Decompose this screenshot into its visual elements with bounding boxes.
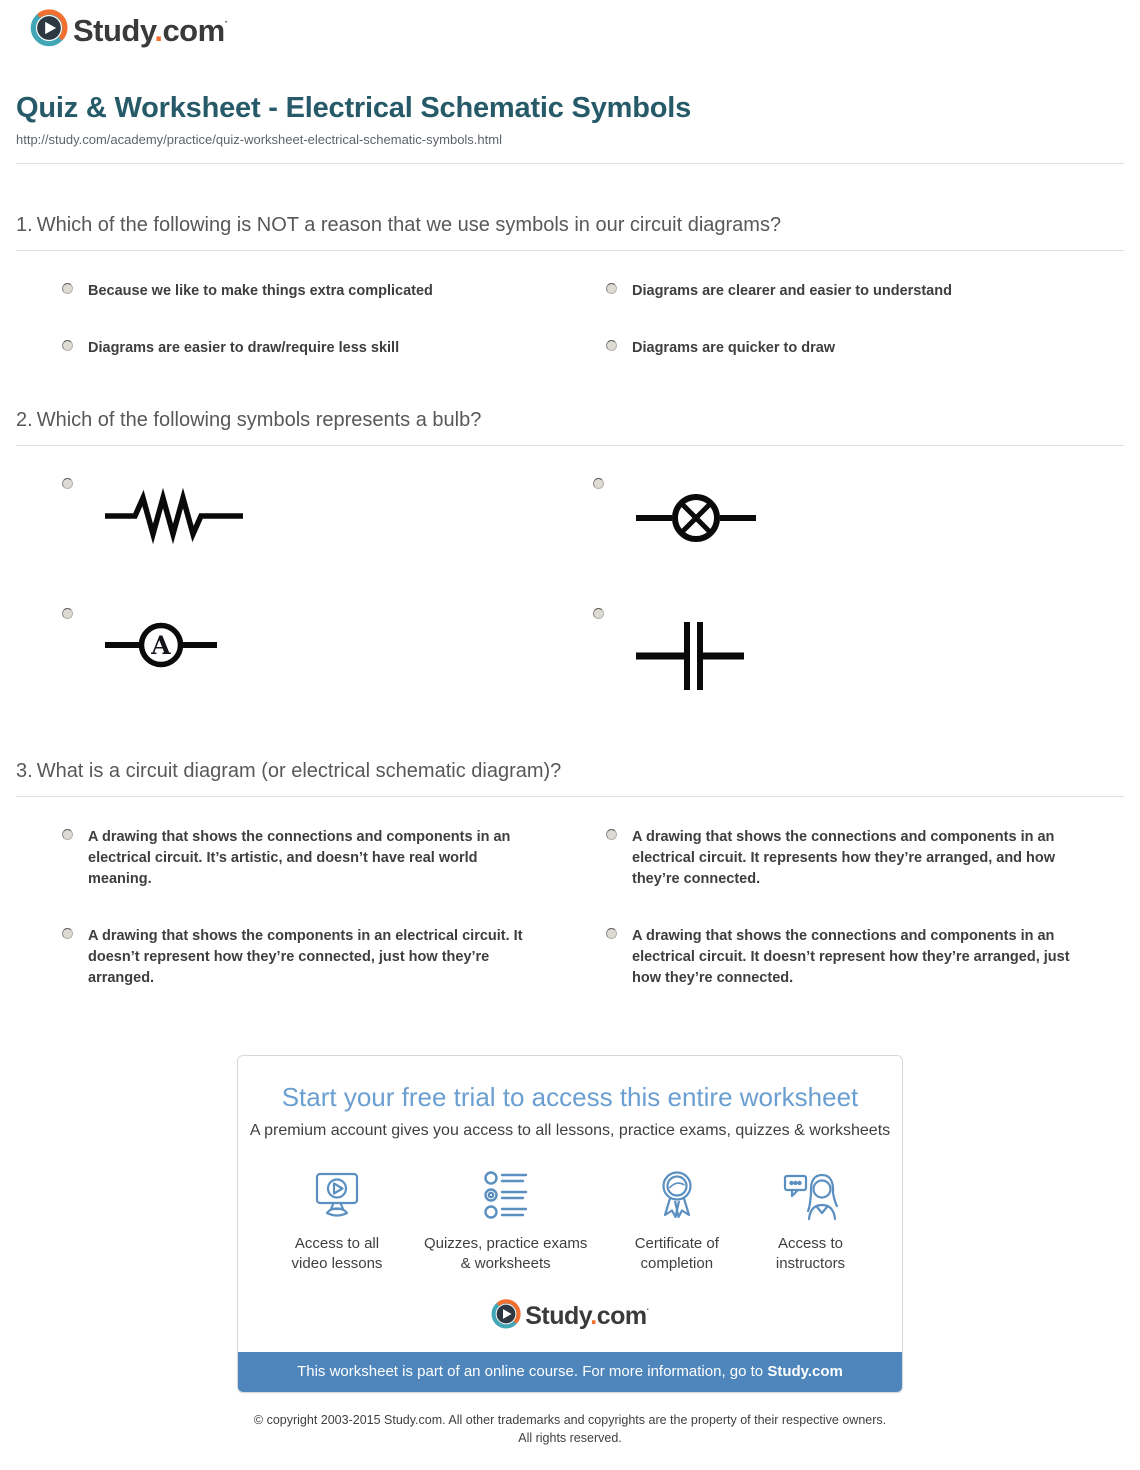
studycom-logo-text: Study.com· bbox=[525, 1301, 649, 1330]
feature-quizzes bbox=[421, 1166, 591, 1275]
copyright-footer bbox=[16, 1411, 1124, 1449]
feature-video-lessons bbox=[282, 1166, 392, 1275]
question-1-heading: 1. Which of the following is NOT a reason that we use symbols in our circuit diagrams? bbox=[16, 214, 782, 236]
trademark-mark: · bbox=[646, 1304, 649, 1314]
ammeter-symbol bbox=[103, 616, 219, 674]
bulb-symbol bbox=[634, 486, 758, 550]
answer-label: A drawing that shows the connections and components in an electrical circuit. It doesn’t represent how they’re arranged, just how they’re connected. bbox=[632, 928, 1070, 987]
radio-button[interactable] bbox=[62, 340, 73, 351]
q3-answer-option-1[interactable] bbox=[62, 827, 580, 890]
banner-studycom-link[interactable]: Study.com bbox=[767, 1362, 843, 1380]
q1-answer-option-2[interactable] bbox=[606, 281, 1124, 302]
studycom-play-icon bbox=[30, 9, 68, 52]
radio-button[interactable] bbox=[593, 478, 604, 489]
radio-button[interactable] bbox=[62, 478, 73, 489]
radio-button[interactable] bbox=[62, 829, 73, 840]
q1-answer-option-3[interactable] bbox=[62, 338, 580, 359]
certificate-ribbon-icon bbox=[649, 1166, 705, 1224]
feature-certificate bbox=[619, 1166, 734, 1275]
feature-instructors bbox=[763, 1166, 858, 1275]
question-3-heading: 3. What is a circuit diagram (or electrical schematic diagram)? bbox=[16, 760, 562, 783]
ammeter-letter: A bbox=[151, 631, 171, 661]
answer-label: A drawing that shows the connections and components in an electrical circuit. It represents how they’re arranged, and how they’re connected. bbox=[632, 829, 1056, 888]
free-trial-box bbox=[237, 1055, 903, 1393]
banner-text: This worksheet is part of an online course. For more information, go to bbox=[297, 1362, 768, 1380]
question-2 bbox=[16, 409, 1124, 710]
copyright-line-1: © copyright 2003-2015 Study.com. All other trademarks and copyrights are the property of their respective owners. bbox=[253, 1412, 887, 1427]
feature-label: Access to all video lessons bbox=[291, 1235, 383, 1273]
answer-label: Diagrams are easier to draw/require less skill bbox=[88, 340, 400, 357]
feature-label: Certificate of completion bbox=[634, 1235, 719, 1273]
q3-answer-option-4[interactable] bbox=[606, 926, 1124, 989]
video-monitor-icon bbox=[309, 1166, 365, 1224]
resistor-symbol bbox=[103, 486, 245, 546]
radio-button[interactable] bbox=[606, 283, 617, 294]
trademark-mark: · bbox=[224, 16, 228, 28]
question-2-heading: 2. Which of the following symbols represents a bulb? bbox=[16, 409, 482, 432]
answer-label: A drawing that shows the components in an electrical circuit. It doesn’t represent how they’re connected, just how they’re arranged. bbox=[88, 928, 523, 987]
answer-label: A drawing that shows the connections and components in an electrical circuit. It’s artistic, and doesn’t have real world meaning. bbox=[88, 829, 511, 888]
question-3 bbox=[16, 760, 1124, 989]
question-1 bbox=[16, 214, 1124, 359]
answer-label: Because we like to make things extra complicated bbox=[88, 283, 433, 299]
q3-answer-option-2[interactable] bbox=[606, 827, 1124, 890]
q2-answer-option-bulb[interactable] bbox=[593, 476, 1124, 580]
feature-label: Access to instructors bbox=[775, 1235, 846, 1273]
feature-label: Quizzes, practice exams & worksheets bbox=[423, 1235, 588, 1273]
radio-button[interactable] bbox=[593, 608, 604, 619]
studycom-logo-small[interactable] bbox=[238, 1299, 902, 1334]
trial-heading: Start your free trial to access this entire worksheet bbox=[281, 1082, 859, 1113]
page-title: Quiz & Worksheet - Electrical Schematic Symbols bbox=[16, 92, 692, 124]
question-2-divider bbox=[16, 445, 1124, 446]
header-divider bbox=[16, 163, 1124, 164]
course-info-banner bbox=[238, 1352, 902, 1392]
radio-button[interactable] bbox=[62, 283, 73, 294]
radio-button[interactable] bbox=[606, 340, 617, 351]
copyright-line-2: All rights reserved. bbox=[518, 1431, 622, 1446]
q1-answer-option-1[interactable] bbox=[62, 281, 580, 302]
answer-label: Diagrams are clearer and easier to understand bbox=[632, 283, 952, 299]
question-3-divider bbox=[16, 796, 1124, 797]
studycom-play-icon bbox=[491, 1299, 521, 1334]
radio-button[interactable] bbox=[606, 928, 617, 939]
radio-button[interactable] bbox=[606, 829, 617, 840]
question-1-answers bbox=[62, 281, 1124, 359]
q1-answer-option-4[interactable] bbox=[606, 338, 1124, 359]
trial-subheading: A premium account gives you access to all lessons, practice exams, quizzes & worksheets bbox=[249, 1122, 891, 1140]
page-url: http://study.com/academy/practice/quiz-worksheet-electrical-schematic-symbols.html bbox=[16, 132, 502, 147]
studycom-logo[interactable] bbox=[30, 9, 1124, 52]
question-1-divider bbox=[16, 250, 1124, 251]
q3-answer-option-3[interactable] bbox=[62, 926, 580, 989]
q2-answer-option-resistor[interactable] bbox=[62, 476, 593, 580]
radio-button[interactable] bbox=[62, 928, 73, 939]
radio-button[interactable] bbox=[62, 608, 73, 619]
worksheet-page bbox=[0, 9, 1140, 1448]
question-2-answers bbox=[62, 476, 1124, 710]
q2-answer-option-ammeter[interactable] bbox=[62, 606, 593, 710]
studycom-logo-text: Study.com· bbox=[73, 12, 228, 48]
capacitor-symbol bbox=[634, 616, 746, 696]
features-row bbox=[238, 1166, 902, 1275]
instructor-chat-icon bbox=[781, 1166, 839, 1224]
q2-answer-option-capacitor[interactable] bbox=[593, 606, 1124, 710]
answer-label: Diagrams are quicker to draw bbox=[632, 340, 836, 357]
question-3-answers bbox=[62, 827, 1124, 989]
quiz-list-icon bbox=[478, 1166, 534, 1224]
